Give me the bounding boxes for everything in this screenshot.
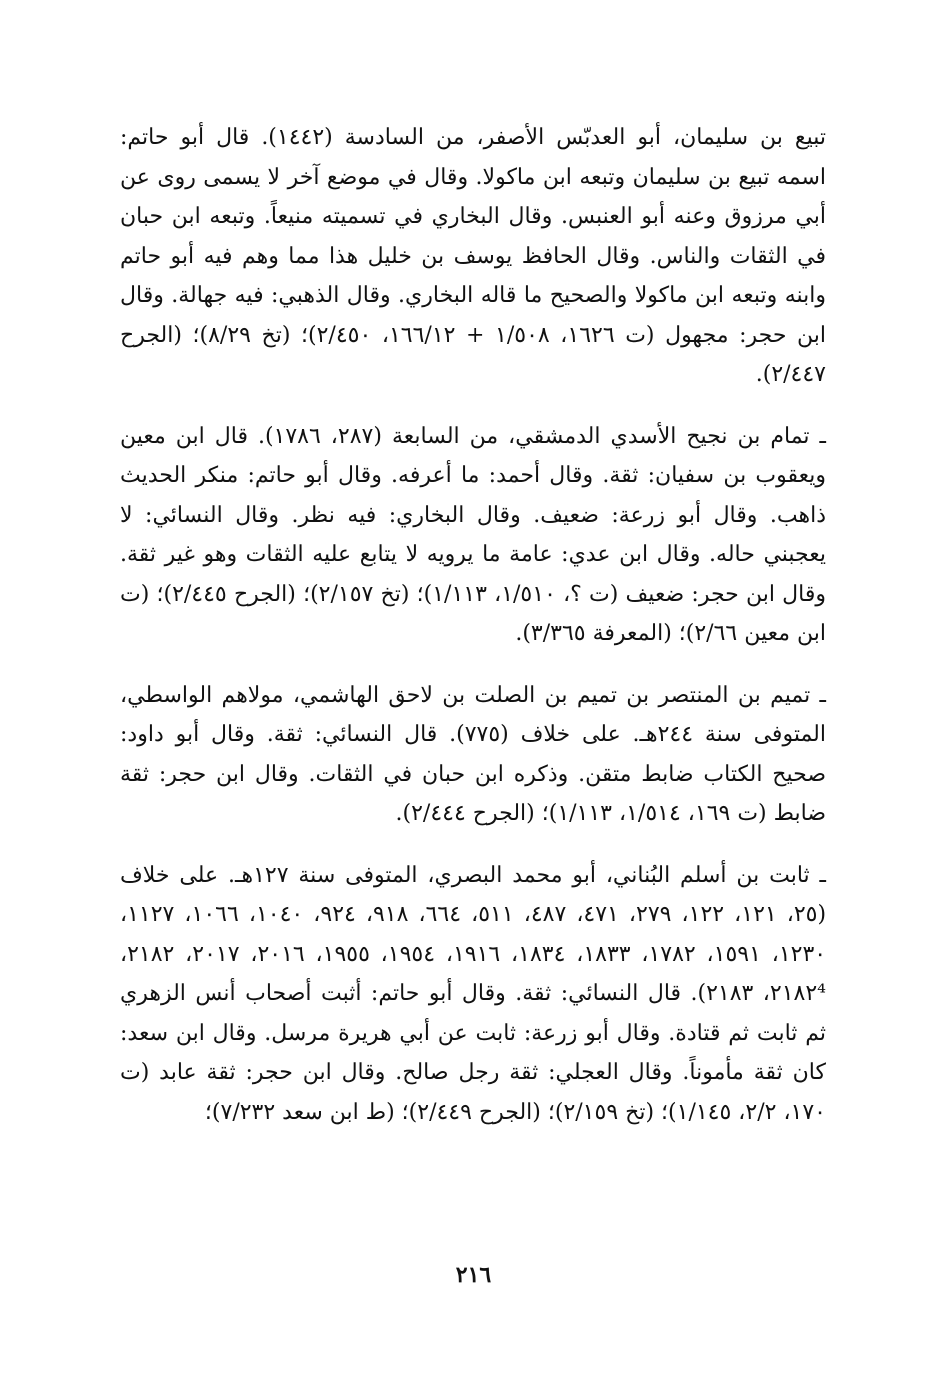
page-body: [120, 118, 826, 1154]
entry-tammam-ibn-najih: ـ تمام بن نجيح الأسدي الدمشقي، من السابعة (٢٨٧، ١٧٨٦). قال ابن معين ويعقوب بن سفيان: ثقة. وقال أحمد: ما أعرفه. وقال أبو حاتم: منكر الحديث ذاهب. وقال أبو زرعة: ضعيف. وقال البخاري: فيه نظر. وقال النسائي: لا يعجبني حاله. وقال ابن عدي: عامة ما يرويه لا يتابع عليه الثقات وهو غير ثقة. وقال ابن حجر: ضعيف (ت ؟، ١/٥١٠، ١/١١٣)؛ (تخ ٢/١٥٧)؛ (الجرح ٢/٤٤٥)؛ (ت ابن معين ٢/٦٦)؛ (المعرفة ٣/٣٦٥).: [120, 423, 826, 646]
entry-thabit-ibn-aslam: ـ ثابت بن أسلم البُناني، أبو محمد البصري، المتوفى سنة ١٢٧هـ. على خلاف (٢٥، ١٢١، ١٢٢، ٢٧٩، ٤٧١، ٤٨٧، ٥١١، ٦٦٤، ٩١٨، ٩٢٤، ١٠٤٠، ١٠٦٦، ١١٢٧، ١٢٣٠، ١٥٩١، ١٧٨٢، ١٨٣٣، ١٨٣٤، ١٩١٦، ١٩٥٤، ١٩٥٥، ٢٠١٦، ٢٠١٧، ٢١٨٢، ٢١٨٢⁴، ٢١٨٣). قال النسائي: ثقة. وقال أبو حاتم: أثبت أصحاب أنس الزهري ثم ثابت ثم قتادة. وقال أبو زرعة: ثابت عن أبي هريرة مرسل. وقال ابن سعد: كان ثقة مأموناً. وقال العجلي: ثقة رجل صالح. وقال ابن حجر: ثقة عابد (ت ١٧٠، ٢/٢، ١/١٤٥)؛ (تخ ٢/١٥٩)؛ (الجرح ٢/٤٤٩)؛ (ط ابن سعد ٧/٢٣٢)؛: [120, 862, 827, 1125]
entry-tamim-ibn-al-muntasir: ـ تميم بن المنتصر بن تميم بن الصلت بن لاحق الهاشمي، مولاهم الواسطي، المتوفى سنة ٢٤٤هـ. على خلاف (٧٧٥). قال النسائي: ثقة. وقال أبو داود: صحيح الكتاب ضابط متقن. وذكره ابن حبان في الثقات. وقال ابن حجر: ثقة ضابط (ت ١٦٩، ١/٥١٤، ١/١١٣)؛ (الجرح ٢/٤٤٤).: [120, 682, 826, 826]
page-number: ٢١٦: [455, 1262, 492, 1288]
entry-tubay-ibn-sulayman: تبيع بن سليمان، أبو العدبّس الأصفر، من السادسة (١٤٤٢). قال أبو حاتم: اسمه تبيع بن سليمان وتبعه ابن ماكولا. وقال في موضع آخر لا يسمى روى عن أبي مرزوق وعنه أبو العنبس. وقال البخاري في تسميته منيعاً. وتبعه ابن حبان في الثقات والناس. وقال الحافظ يوسف بن خليل هذا مما وهم فيه أبو حاتم وابنه وتبعه ابن ماكولا والصحيح ما قاله البخاري. وقال الذهبي: فيه جهالة. وقال ابن حجر: مجهول (ت ١٦٢٦، ١/٥٠٨ + ١٦٦/١٢، ٢/٤٥٠)؛ (تخ ٨/٢٩)؛ (الجرح ٢/٤٤٧).: [120, 125, 827, 387]
